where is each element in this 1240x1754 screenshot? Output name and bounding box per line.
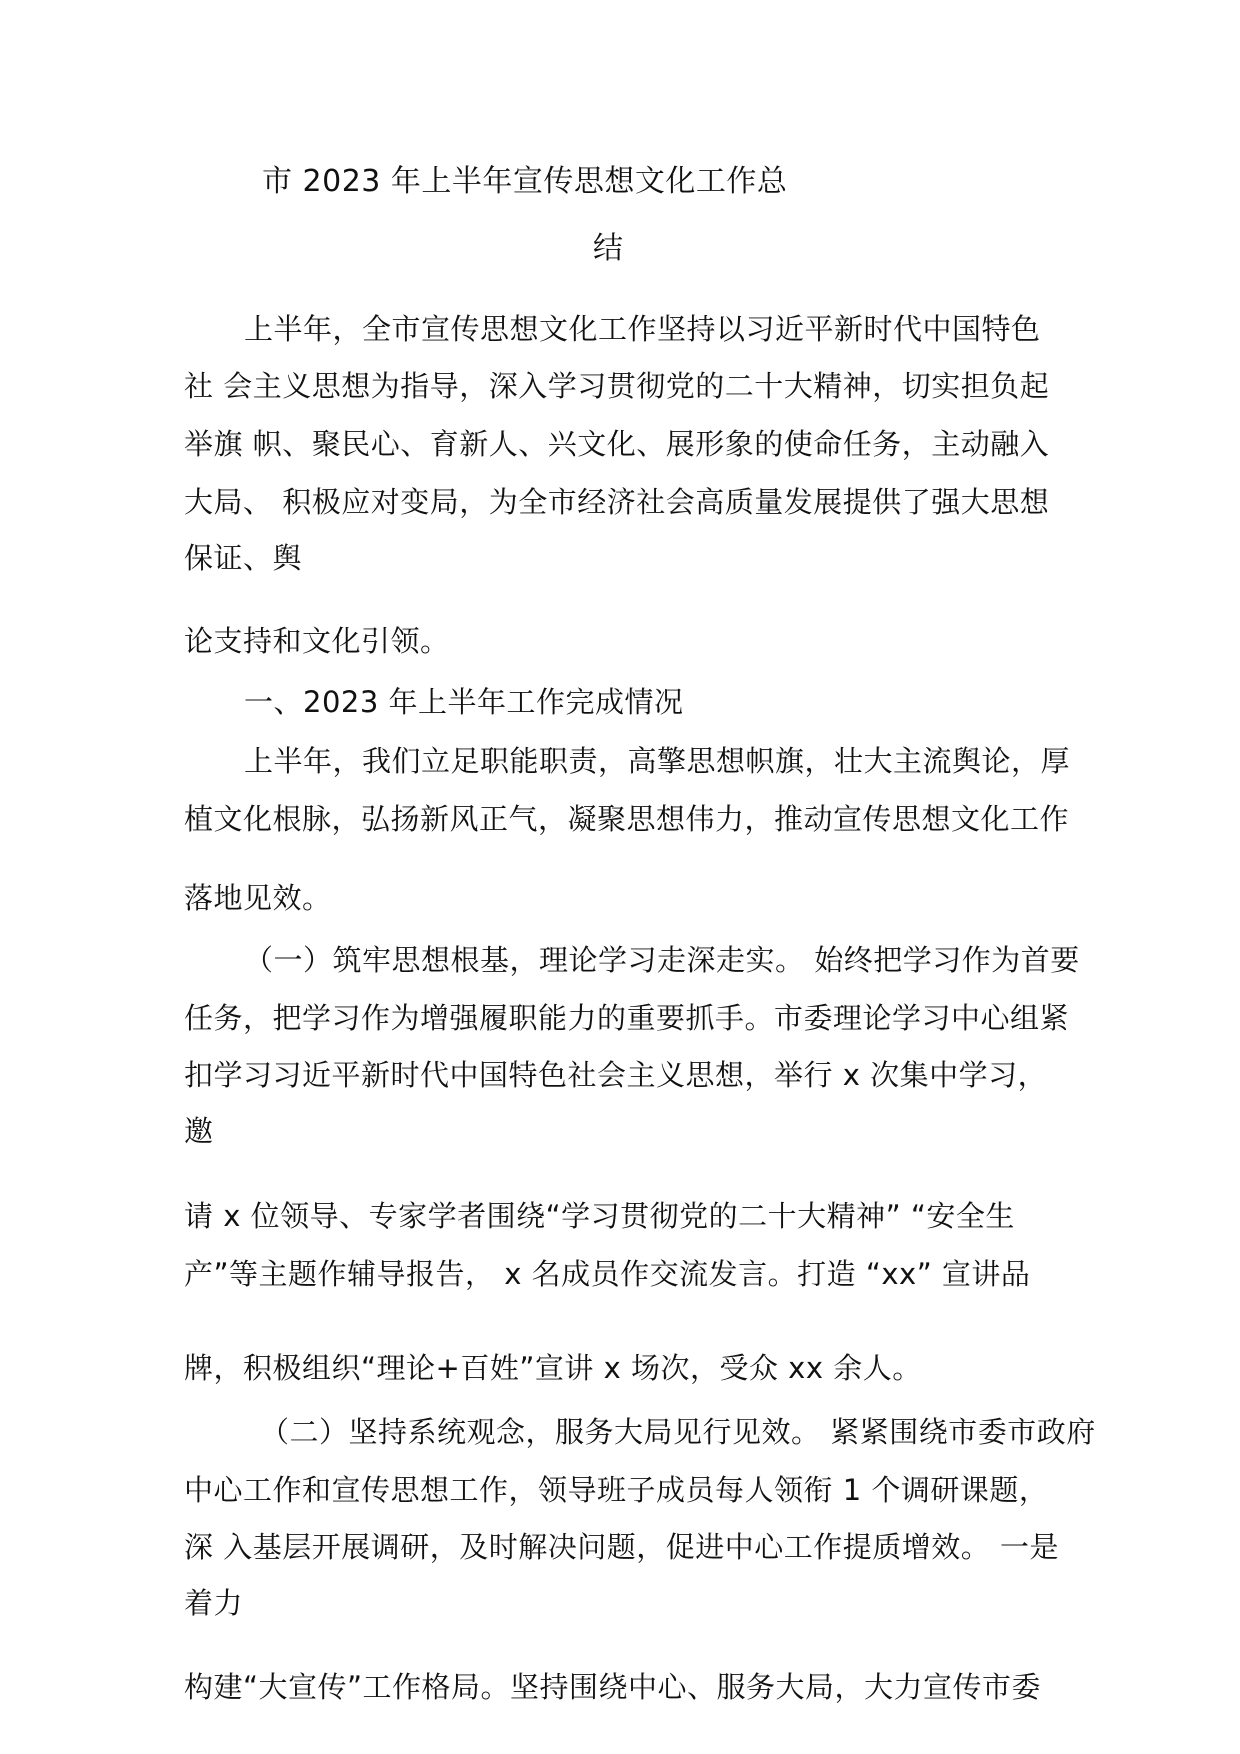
part-1-line-7: 牌，积极组织“理论+百姓”宣讲 x 场次，受众 xx 余人。: [184, 1351, 922, 1385]
intro-line-5: 保证、舆: [184, 541, 303, 575]
intro-line-4: 大局、 积极应对变局，为全市经济社会高质量发展提供了强大思想: [184, 485, 1050, 519]
part-1-line-4: 邀: [184, 1114, 214, 1148]
part-1-line-2: 任务，把学习作为增强履职能力的重要抓手。市委理论学习中心组紧: [184, 1001, 1070, 1035]
part-2-line-4: 着力: [184, 1586, 244, 1620]
part-2-line-3: 深 入基层开展调研，及时解决问题，促进中心工作提质增效。 一是: [184, 1530, 1059, 1564]
part-2-line-5: 构建“大宣传”工作格局。坚持围绕中心、服务大局，大力宣传市委: [184, 1670, 1042, 1704]
section-1-line-2: 植文化根脉，弘扬新风正气，凝聚思想伟力，推动宣传思想文化工作: [184, 802, 1070, 836]
intro-line-6: 论支持和文化引领。: [184, 624, 450, 658]
intro-line-2: 社 会主义思想为指导，深入学习贯彻党的二十大精神，切实担负起: [184, 369, 1050, 403]
intro-line-3: 举旗 帜、聚民心、育新人、兴文化、展形象的使命任务，主动融入: [184, 427, 1050, 461]
part-1-line-6: 产”等主题作辅导报告， x 名成员作交流发言。打造 “xx” 宣讲品: [184, 1257, 1031, 1291]
part-1-line-3: 扣学习习近平新时代中国特色社会主义思想，举行 x 次集中学习，: [184, 1058, 1048, 1092]
section-1-line-3: 落地见效。: [184, 881, 332, 915]
document-title-line-2: 结: [593, 231, 624, 266]
part-2-line-2: 中心工作和宣传思想工作，领导班子成员每人领衔 1 个调研课题，: [184, 1473, 1049, 1507]
section-1-line-1: 上半年，我们立足职能职责，高擎思想帜旗，壮大主流舆论，厚: [244, 744, 1071, 778]
part-2-line-1: （二）坚持系统观念，服务大局见行见效。 紧紧围绕市委市政府: [260, 1415, 1096, 1449]
part-1-line-1: （一）筑牢思想根基，理论学习走深走实。 始终把学习作为首要: [244, 943, 1080, 977]
document-title-line-1: 市 2023 年上半年宣传思想文化工作总: [262, 164, 788, 199]
part-1-line-5: 请 x 位领导、专家学者围绕“学习贯彻党的二十大精神” “安全生: [184, 1199, 1015, 1233]
intro-line-1: 上半年，全市宣传思想文化工作坚持以习近平新时代中国特色: [244, 312, 1041, 346]
section-1-heading: 一、2023 年上半年工作完成情况: [244, 685, 684, 719]
